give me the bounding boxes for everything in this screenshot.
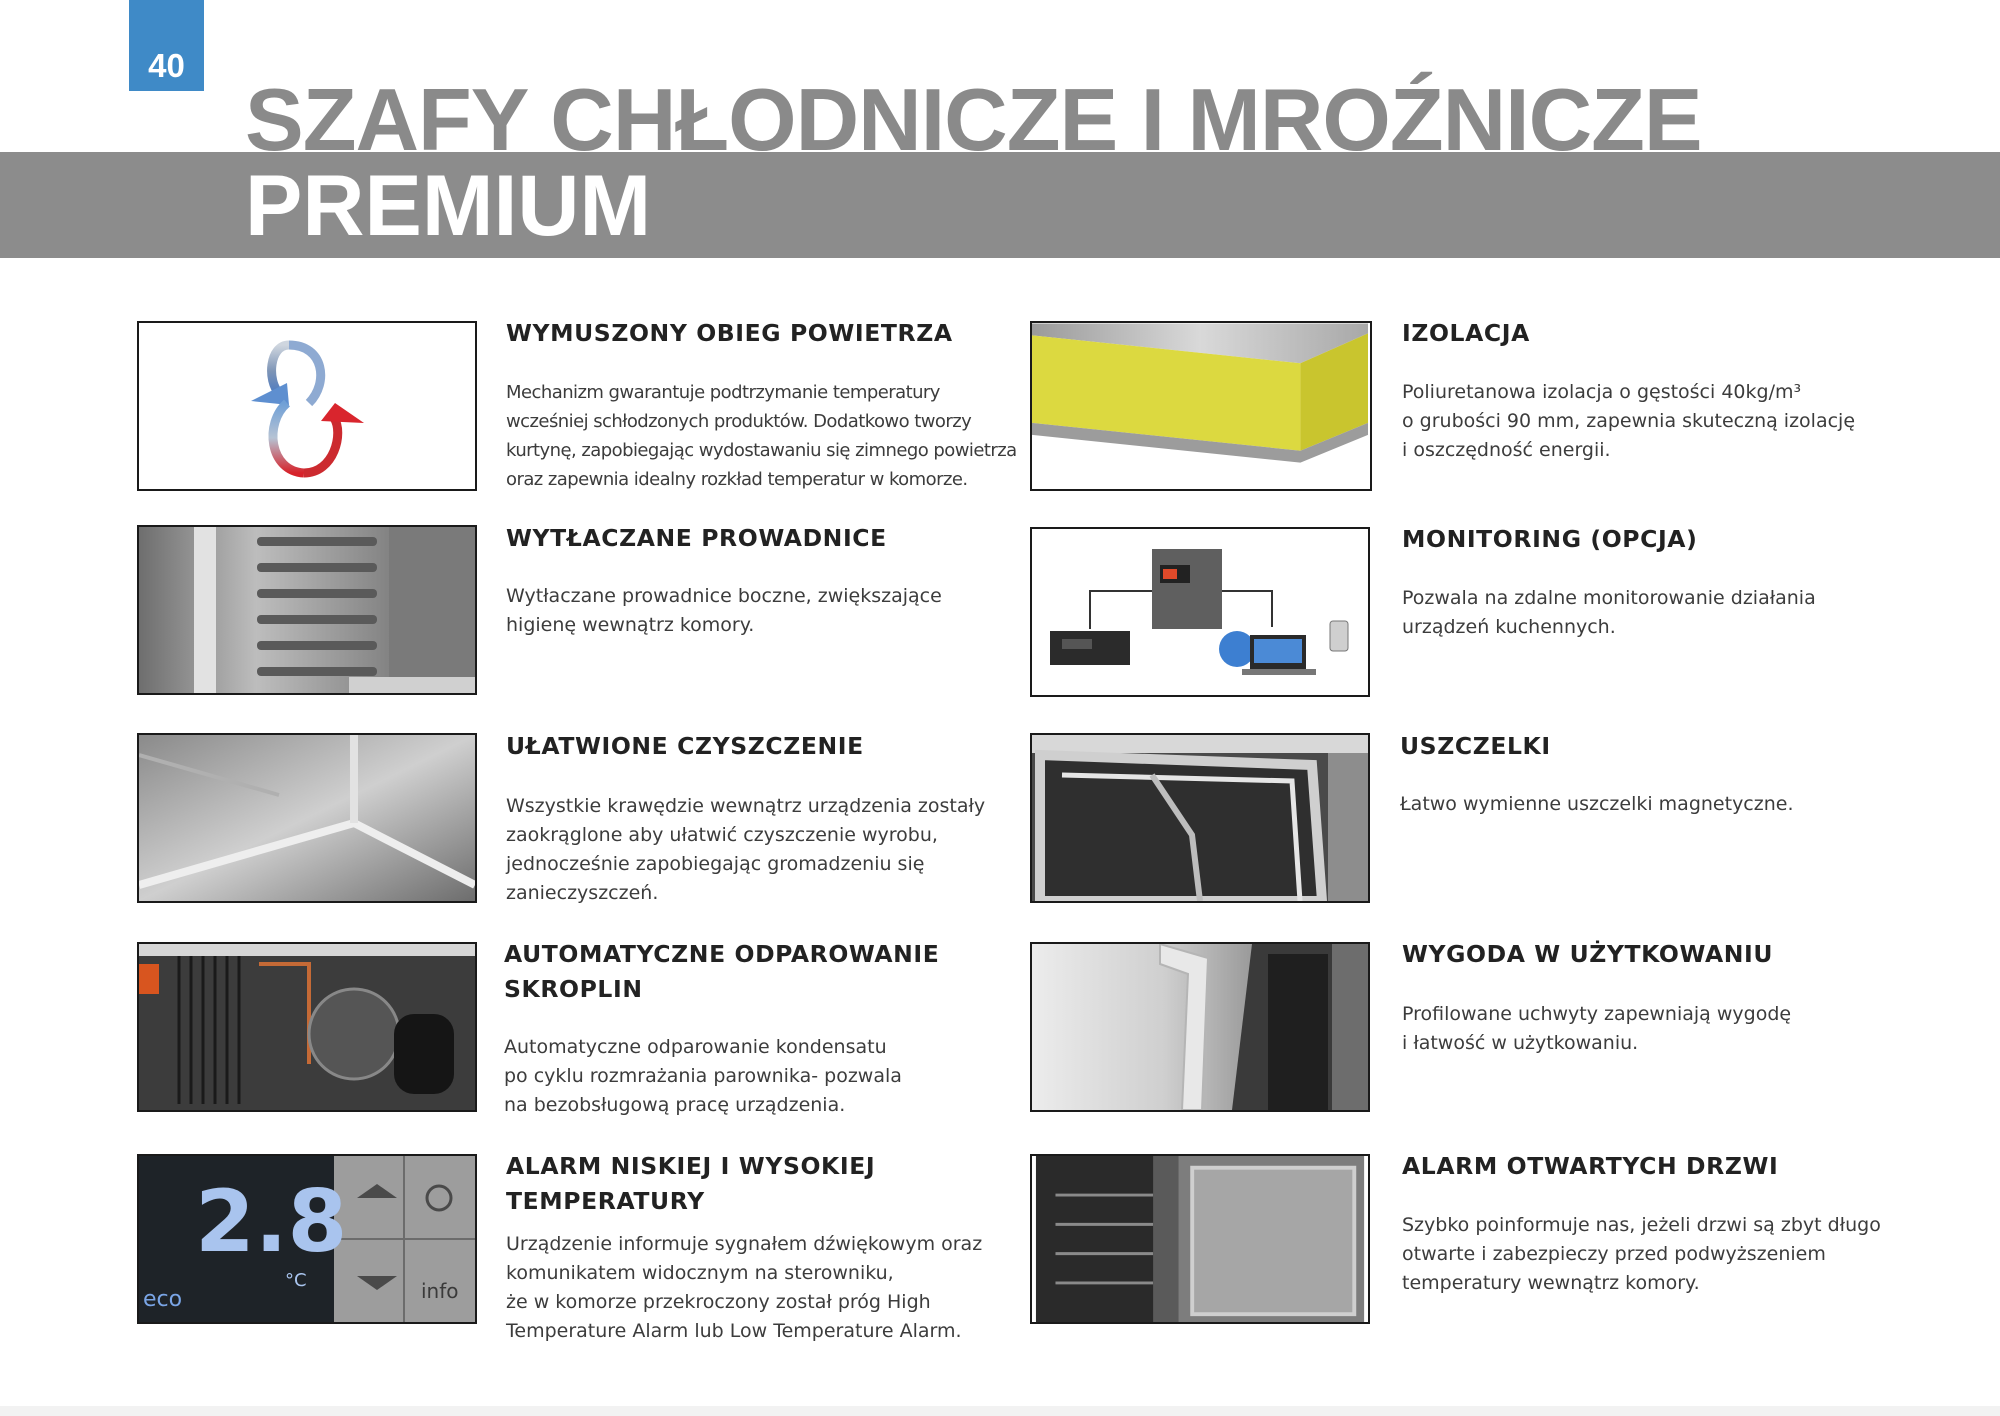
door-handle-image xyxy=(1030,942,1370,1112)
eco-label: eco xyxy=(143,1287,183,1312)
feature-title: WYMUSZONY OBIEG POWIETRZA xyxy=(506,319,953,347)
feature-title: AUTOMATYCZNE ODPAROWANIE SKROPLIN xyxy=(504,940,940,1003)
bottom-strip xyxy=(0,1406,2000,1416)
feature-description: Urządzenie informuje sygnałem dźwiękowym oraz komunikatem widocznym na sterowniku, że w komorze przekroczony został próg High Temperature Alarm lub Low Temperature Alarm. xyxy=(506,1233,983,1342)
monitoring-devices-image xyxy=(1030,527,1370,697)
feature-title: MONITORING (OPCJA) xyxy=(1402,525,1698,553)
feature-title: WYTŁACZANE PROWADNICE xyxy=(506,524,887,552)
feature-title: USZCZELKI xyxy=(1400,732,1551,760)
feature-title: ALARM NISKIEJ I WYSOKIEJ TEMPERATURY xyxy=(506,1152,876,1215)
controller-display-image xyxy=(137,1154,477,1324)
feature-description: Mechanizm gwarantuje podtrzymanie temperatury wcześniej schłodzonych produktów. Dodatkowo tworzy kurtynę, zapobiegając wydostawaniu się zimnego powietrza oraz zapewnia idealny rozkład temperatur w komorze. xyxy=(506,382,1017,490)
feature-description: Poliuretanowa izolacja o gęstości 40kg/m³ o grubości 90 mm, zapewnia skuteczną izolację i oszczędność energii. xyxy=(1402,381,1856,461)
feature-title: WYGODA W UŻYTKOWANIU xyxy=(1402,940,1774,968)
display-unit: °C xyxy=(285,1270,307,1291)
feature-description: Szybko poinformuje nas, jeżeli drzwi są zbyt długo otwarte i zabezpieczy przed podwyższeniem temperatury wewnątrz komory. xyxy=(1402,1214,1881,1294)
display-reading: 2.8 xyxy=(195,1172,348,1272)
info-label: info xyxy=(421,1279,459,1303)
feature-description: Wszystkie krawędzie wewnątrz urządzenia zostały zaokrąglone aby ułatwić czyszczenie wyrobu, jednocześnie zapobiegając gromadzeniu się zanieczyszczeń. xyxy=(506,795,986,904)
feature-description: Automatyczne odparowanie kondensatu po cyklu rozmrażania parownika- pozwala na bezobsługową pracę urządzenia. xyxy=(504,1036,902,1116)
feature-title: UŁATWIONE CZYSZCZENIE xyxy=(506,732,864,760)
embossed-guides-image xyxy=(137,525,477,695)
feature-description: Wytłaczane prowadnice boczne, zwiększające higienę wewnątrz komory. xyxy=(506,585,942,636)
rounded-corners-image xyxy=(137,733,477,903)
open-door-image xyxy=(1030,1154,1370,1324)
page-title: SZAFY CHŁODNICZE I MROŹNICZE xyxy=(245,70,1702,152)
page-subtitle: PREMIUM xyxy=(245,158,652,254)
feature-description: Łatwo wymienne uszczelki magnetyczne. xyxy=(1400,793,1794,815)
door-gasket-image xyxy=(1030,733,1370,903)
compressor-unit-image xyxy=(137,942,477,1112)
page-number: 40 xyxy=(129,0,204,91)
insulation-panel-image xyxy=(1030,321,1372,491)
air-circulation-arrows-icon xyxy=(137,321,477,491)
feature-title: IZOLACJA xyxy=(1402,319,1530,347)
feature-title: ALARM OTWARTYCH DRZWI xyxy=(1402,1152,1779,1180)
feature-description: Profilowane uchwyty zapewniają wygodę i łatwość w użytkowaniu. xyxy=(1402,1003,1792,1054)
feature-description: Pozwala na zdalne monitorowanie działania urządzeń kuchennych. xyxy=(1402,587,1816,638)
